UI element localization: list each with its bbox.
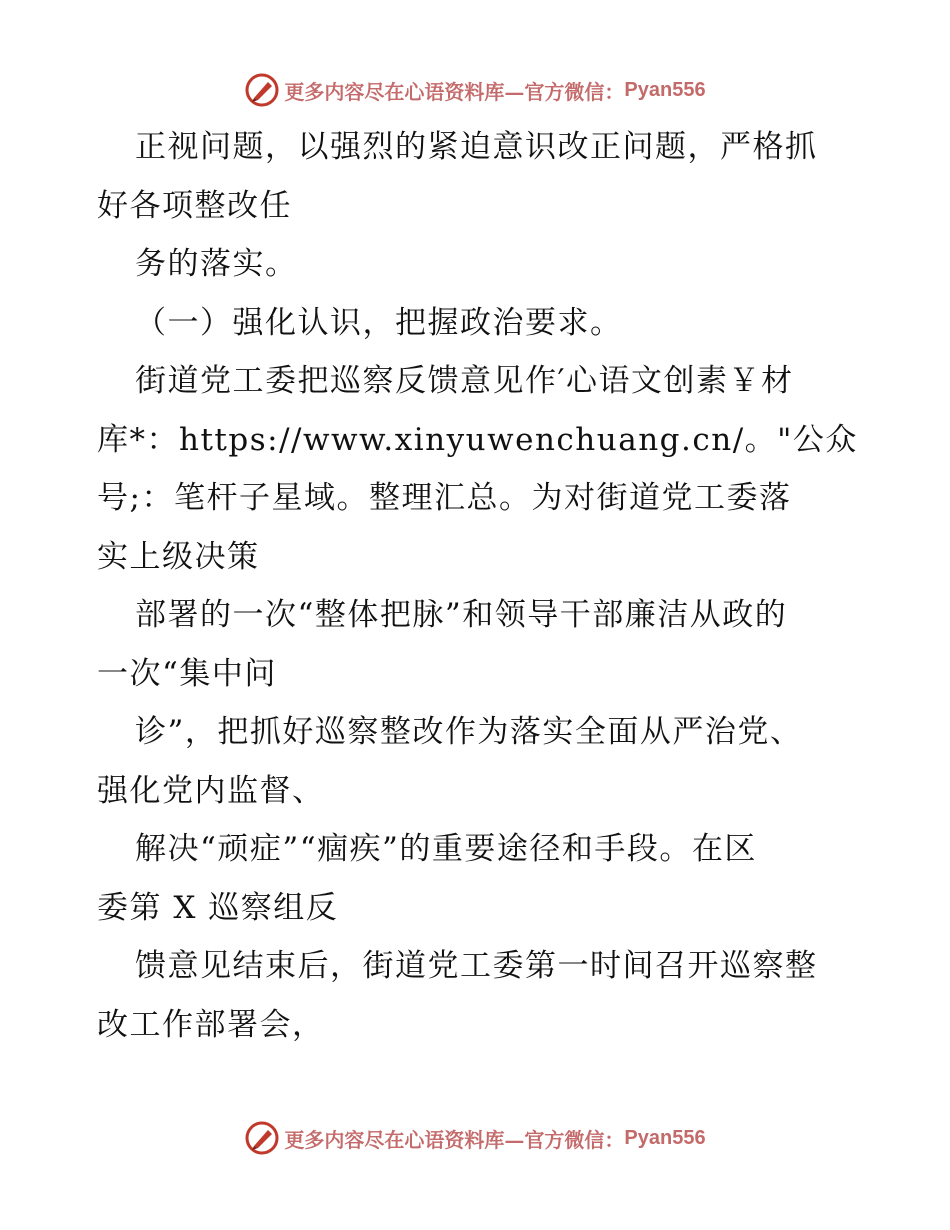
text-line: 改工作部署会， xyxy=(97,1006,325,1043)
footer-banner-text: 更多内容尽在心语资料库—官方微信： xyxy=(284,1127,625,1152)
pen-logo-icon xyxy=(244,72,280,108)
text-line: 强化党内监督、 xyxy=(97,772,325,809)
footer-banner xyxy=(0,1118,950,1158)
text-line: 诊”，把抓好巡察整改作为落实全面从严治党、 xyxy=(135,714,803,750)
text-line: 实上级决策 xyxy=(97,538,260,575)
pen-logo-icon xyxy=(244,1120,280,1156)
text-line: 街道党工委把巡察反馈意见作′心语文创素￥材 xyxy=(135,363,794,399)
text-line: 号;：笔杆子星域。整理汇总。为对街道党工委落 xyxy=(97,480,792,516)
text-line: 解决“顽症”“痼疾”的重要途径和手段。在区 xyxy=(135,831,757,867)
text-line: 好各项整改任 xyxy=(97,187,292,224)
header-banner-handle: Pyan556 xyxy=(624,78,706,101)
text-line: 务的落实。 xyxy=(135,246,298,282)
text-line: 库*：https://www.xinyuwenchuang.cn/。"公众 xyxy=(97,421,858,458)
section-heading: （一）强化认识，把握政治要求。 xyxy=(135,304,623,341)
text-line: 正视问题，以强烈的紧迫意识改正问题，严格抓 xyxy=(135,129,818,165)
header-banner-text: 更多内容尽在心语资料库—官方微信： xyxy=(284,79,625,104)
text-line: 部署的一次“整体把脉”和领导干部廉洁从政的 xyxy=(135,597,788,633)
document-body xyxy=(97,118,897,1054)
text-line: 一次“集中问 xyxy=(97,655,277,692)
header-banner xyxy=(0,70,950,110)
text-line: 委第 X 巡察组反 xyxy=(97,889,339,926)
footer-banner-handle: Pyan556 xyxy=(624,1126,706,1149)
text-line: 馈意见结束后，街道党工委第一时间召开巡察整 xyxy=(135,948,818,984)
